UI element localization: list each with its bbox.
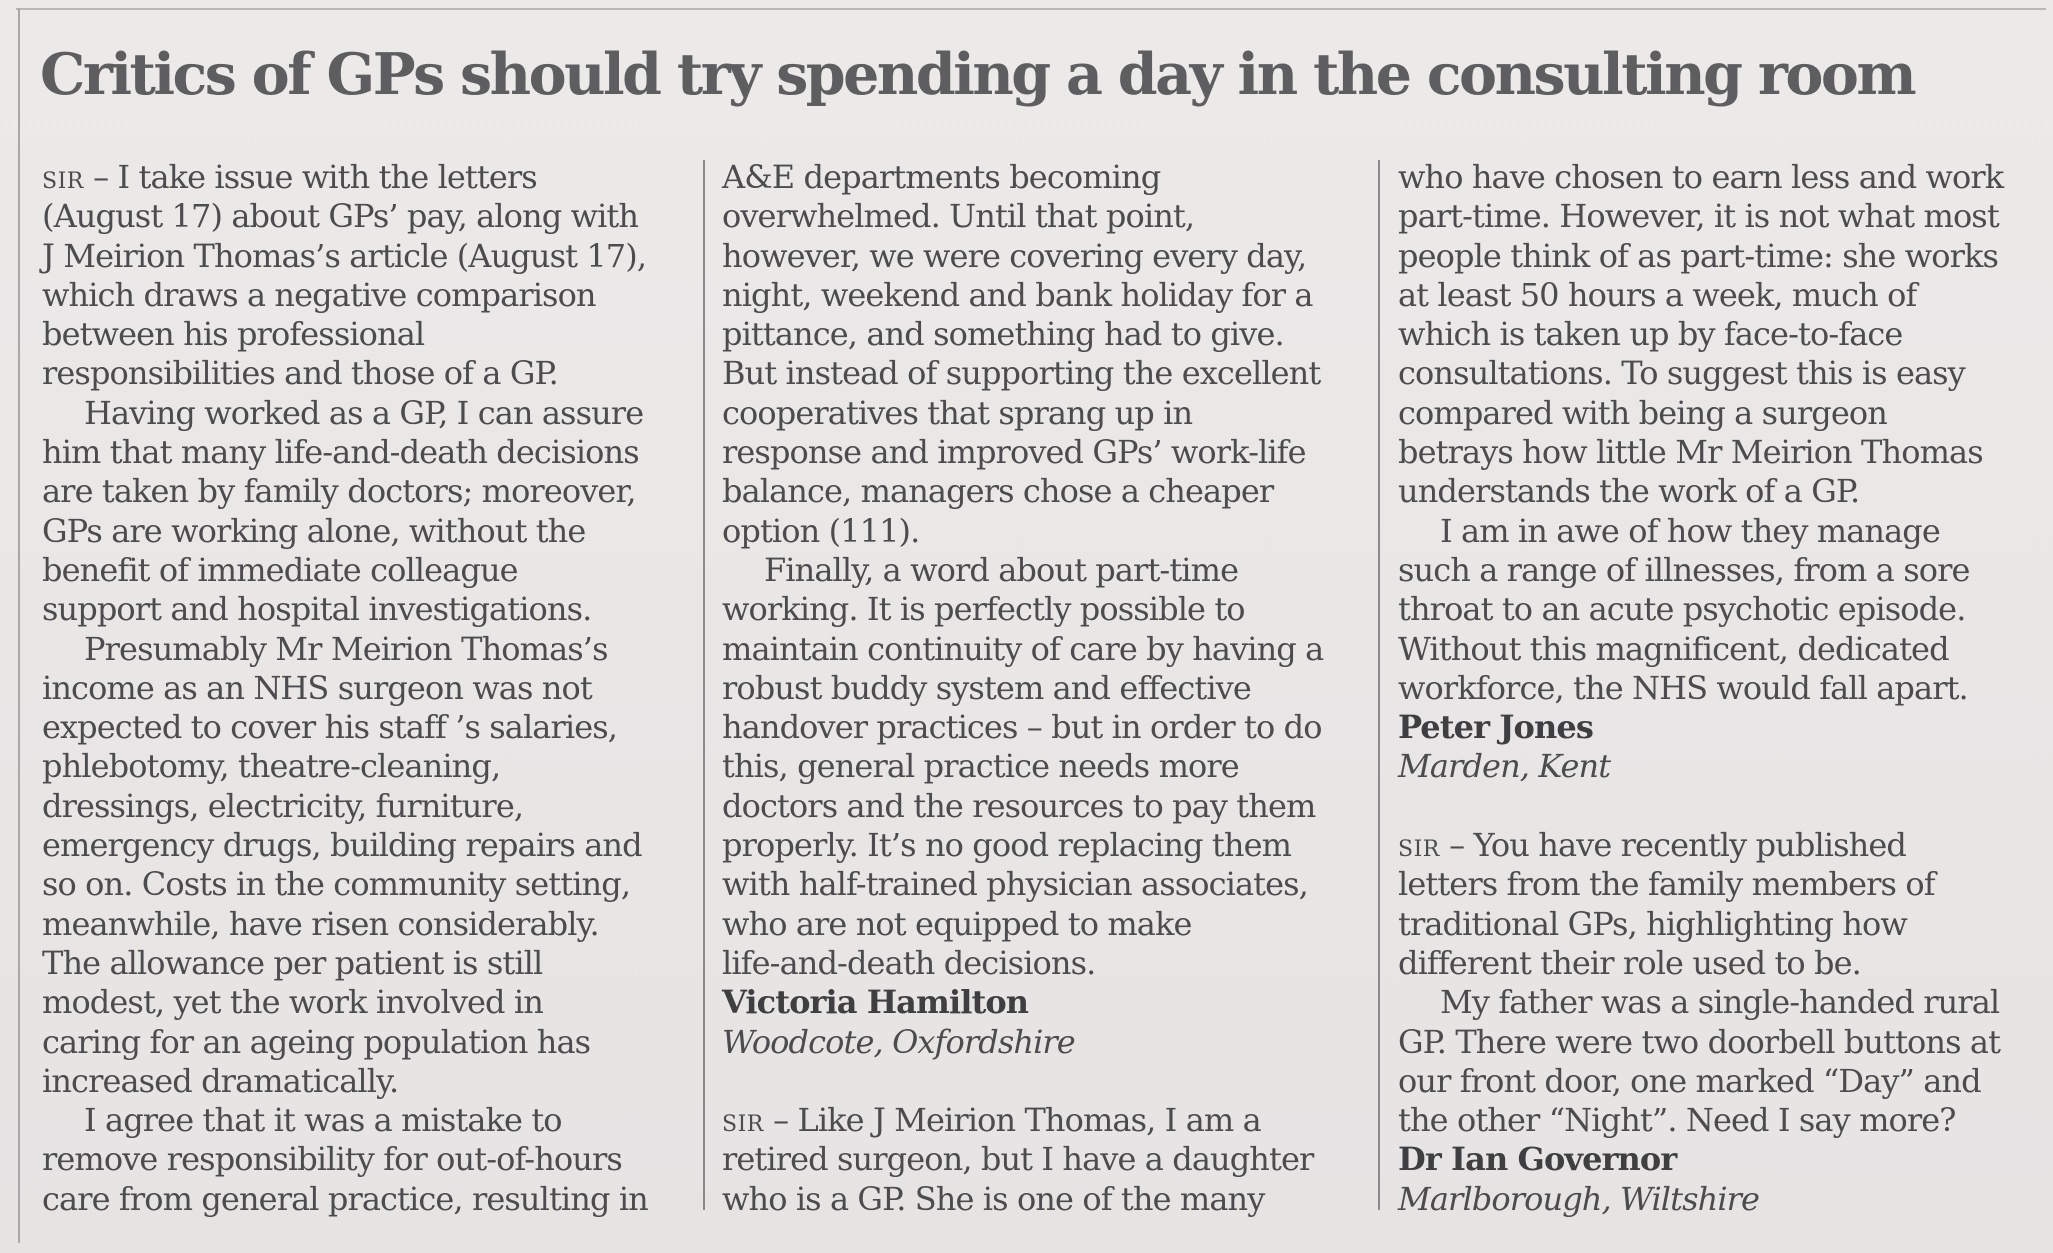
signature-place: Marlborough, Wiltshire xyxy=(1398,1179,1760,1218)
text-line: robust buddy system and effective xyxy=(722,668,1251,707)
text-line: part-time. However, it is not what most xyxy=(1398,197,1999,236)
letter-gap xyxy=(1398,787,2038,826)
text-line: doctors and the resources to pay them xyxy=(722,786,1316,825)
text-line: betrays how little Mr Meirion Thomas xyxy=(1398,433,1983,472)
letter-2-paragraph-1-start xyxy=(722,1101,1372,1219)
text-line: sir – You have recently published xyxy=(1398,826,1906,865)
signature-place: Marden, Kent xyxy=(1398,747,1611,786)
text-line: But instead of supporting the excellent xyxy=(722,354,1321,393)
text-line: who have chosen to earn less and work xyxy=(1398,158,2004,196)
signature-place: Woodcote, Oxfordshire xyxy=(722,1022,1075,1061)
text-line: I am in awe of how they manage xyxy=(1440,511,1940,550)
text-line: income as an NHS surgeon was not xyxy=(42,668,592,707)
text-line: pittance, and something had to give. xyxy=(722,315,1284,354)
text-line: so on. Costs in the community setting, xyxy=(42,865,631,904)
text-line: sir – I take issue with the letters xyxy=(42,158,537,196)
text-line: care from general practice, resulting in xyxy=(42,1179,648,1218)
headline: Critics of GPs should try spending a day in the consulting room xyxy=(40,41,1915,108)
text-line: our front door, one marked “Day” and xyxy=(1398,1061,1981,1100)
text-line: expected to cover his staff ’s salaries, xyxy=(42,708,618,747)
letter-2-paragraph-1-cont xyxy=(1398,158,2038,512)
text-line: such a range of illnesses, from a sore xyxy=(1398,550,1970,589)
text-line: between his professional xyxy=(42,315,425,354)
signature-name: Peter Jones xyxy=(1398,708,1593,747)
text-line: with half-trained physician associates, xyxy=(722,865,1308,904)
text-line: compared with being a surgeon xyxy=(1398,393,1887,432)
text-line: sir – Like J Meirion Thomas, I am a xyxy=(722,1101,1261,1140)
salutation: sir xyxy=(42,158,84,196)
letter-1-paragraph-3 xyxy=(42,630,692,1102)
text-line: working. It is perfectly possible to xyxy=(722,590,1245,629)
text-line: which draws a negative comparison xyxy=(42,275,596,314)
column-2 xyxy=(722,158,1372,1219)
text-line: Having worked as a GP, I can assure xyxy=(84,393,644,432)
text-line: balance, managers chose a cheaper xyxy=(722,472,1274,511)
text-line: at least 50 hours a week, much of xyxy=(1398,275,1917,314)
text-line: night, weekend and bank holiday for a xyxy=(722,275,1313,314)
top-rule xyxy=(16,8,2046,10)
text-line: who is a GP. She is one of the many xyxy=(722,1179,1265,1218)
text-line: My father was a single-handed rural xyxy=(1440,983,2000,1022)
text-line: retired surgeon, but I have a daughter xyxy=(722,1140,1314,1179)
text-line: throat to an acute psychotic episode. xyxy=(1398,590,1966,629)
text-line: meanwhile, have risen considerably. xyxy=(42,904,599,943)
text-line: phlebotomy, theatre-cleaning, xyxy=(42,747,501,786)
text-line: The allowance per patient is still xyxy=(42,943,543,982)
text-line: (August 17) about GPs’ pay, along with xyxy=(42,197,639,236)
letter-1-paragraph-1 xyxy=(42,158,692,394)
text-line: Finally, a word about part-time xyxy=(764,550,1239,589)
signature-name: Victoria Hamilton xyxy=(722,983,1029,1022)
letter-1-paragraph-5 xyxy=(722,551,1372,983)
text-line: response and improved GPs’ work-life xyxy=(722,433,1306,472)
letter-1-paragraph-2 xyxy=(42,394,692,630)
letter-2-paragraph-2 xyxy=(1398,512,2038,708)
text-line: consultations. To suggest this is easy xyxy=(1398,354,1965,393)
left-rule xyxy=(18,8,20,1243)
text-line: different their role used to be. xyxy=(1398,943,1861,982)
text-line: traditional GPs, highlighting how xyxy=(1398,904,1907,943)
text-line: I agree that it was a mistake to xyxy=(84,1101,562,1140)
letter-1-paragraph-4-cont xyxy=(722,158,1372,551)
text-line: remove responsibility for out-of-hours xyxy=(42,1140,622,1179)
salutation: sir xyxy=(1398,826,1440,865)
text-line: option (111). xyxy=(722,511,920,550)
column-1 xyxy=(42,158,692,1219)
text-line: Without this magnificent, dedicated xyxy=(1398,629,1949,668)
text-line: GPs are working alone, without the xyxy=(42,511,586,550)
text-line: increased dramatically. xyxy=(42,1061,399,1100)
text-line: benefit of immediate colleague xyxy=(42,550,518,589)
column-divider xyxy=(703,160,705,1210)
letter-3-paragraph-1 xyxy=(1398,826,2038,983)
letter-gap xyxy=(722,1062,1372,1101)
text-line: workforce, the NHS would fall apart. xyxy=(1398,668,1968,707)
text-line: emergency drugs, building repairs and xyxy=(42,826,642,865)
letter-1-paragraph-4-start xyxy=(42,1101,692,1219)
letter-3-paragraph-2 xyxy=(1398,983,2038,1140)
column-divider xyxy=(1378,160,1380,1210)
text-line: GP. There were two doorbell buttons at xyxy=(1398,1022,2001,1061)
text-line: handover practices – but in order to do xyxy=(722,708,1322,747)
text-line: however, we were covering every day, xyxy=(722,236,1307,275)
text-line: modest, yet the work involved in xyxy=(42,983,543,1022)
column-3 xyxy=(1398,158,2038,1219)
text-line: understands the work of a GP. xyxy=(1398,472,1860,511)
text-line: support and hospital investigations. xyxy=(42,590,592,629)
text-line: him that many life-and-death decisions xyxy=(42,433,639,472)
text-line: responsibilities and those of a GP. xyxy=(42,354,558,393)
text-line: are taken by family doctors; moreover, xyxy=(42,472,636,511)
text-line: A&E departments becoming xyxy=(722,158,1161,196)
text-line: overwhelmed. Until that point, xyxy=(722,197,1195,236)
text-line: maintain continuity of care by having a xyxy=(722,629,1324,668)
text-line: cooperatives that sprang up in xyxy=(722,393,1193,432)
text-line: letters from the family members of xyxy=(1398,865,1935,904)
text-line: dressings, electricity, furniture, xyxy=(42,786,524,825)
text-line: Presumably Mr Meirion Thomas’s xyxy=(84,629,608,668)
text-line: life-and-death decisions. xyxy=(722,943,1096,982)
text-line: which is taken up by face-to-face xyxy=(1398,315,1903,354)
text-line: properly. It’s no good replacing them xyxy=(722,826,1292,865)
text-line: this, general practice needs more xyxy=(722,747,1239,786)
text-line: J Meirion Thomas’s article (August 17), xyxy=(42,236,647,275)
text-line: who are not equipped to make xyxy=(722,904,1192,943)
text-line: the other “Night”. Need I say more? xyxy=(1398,1101,1956,1140)
salutation: sir xyxy=(722,1101,764,1140)
text-line: people think of as part-time: she works xyxy=(1398,236,1999,275)
signature-name: Dr Ian Governor xyxy=(1398,1140,1677,1179)
text-line: caring for an ageing population has xyxy=(42,1022,591,1061)
